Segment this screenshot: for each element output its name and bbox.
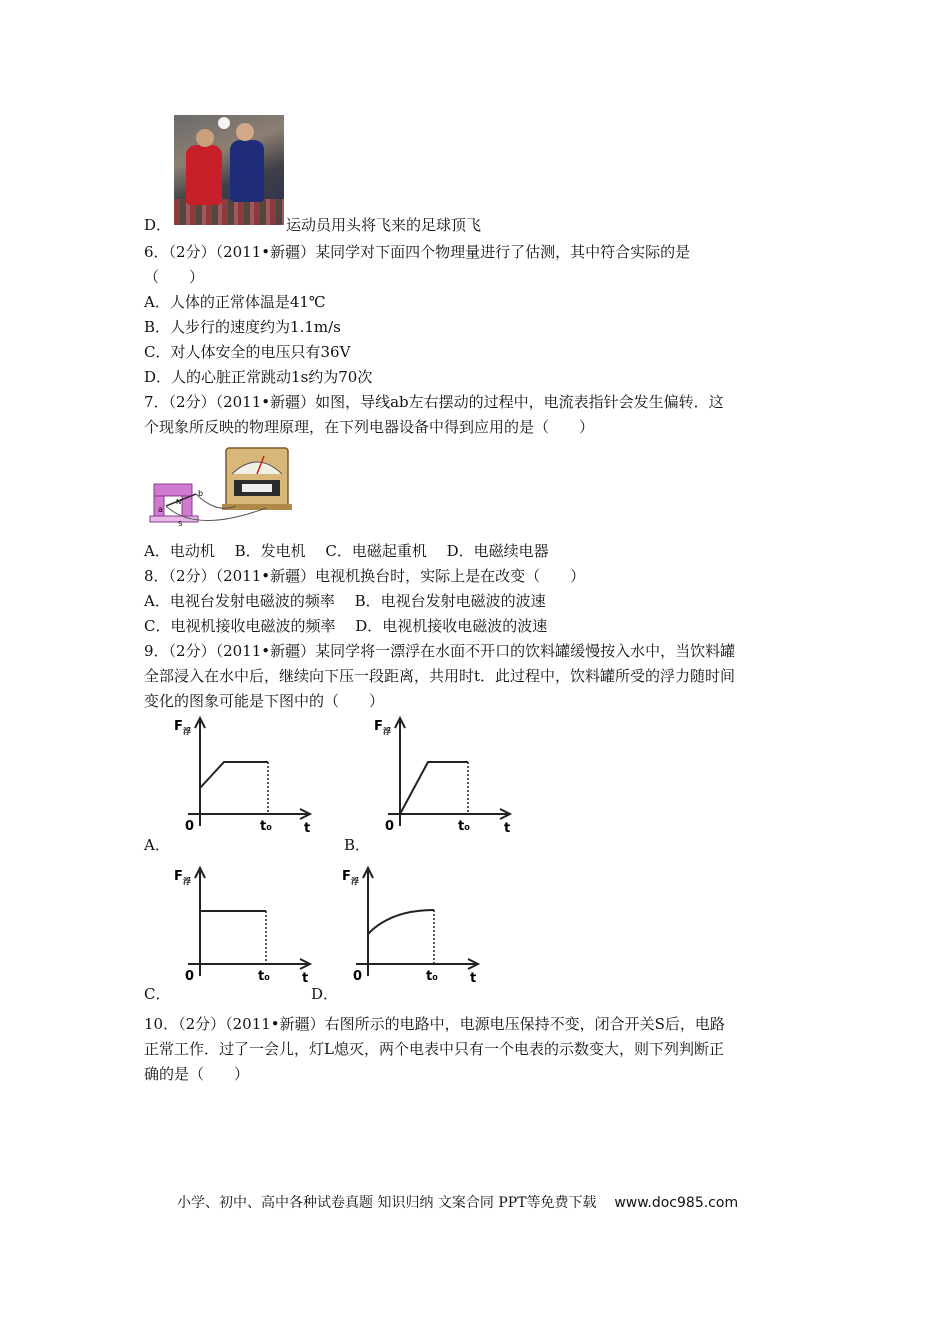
q7-label-a: a: [158, 505, 163, 514]
q7-options: A．电动机 B．发电机 C．电磁起重机 D．电磁续电器: [144, 542, 549, 560]
graph-d-y-label: F: [342, 869, 351, 884]
graph-c-t: t: [302, 971, 309, 986]
q9-option-d-label: D．: [311, 985, 339, 1003]
graph-b-t0: t₀: [458, 819, 470, 834]
q9-option-c-label: C．: [144, 985, 171, 1003]
graph-a-t0: t₀: [260, 819, 272, 834]
q10-stem-line1: 10．（2分）（2011•新疆）右图所示的电路中，电源电压保持不变，闭合开关S后，电路: [144, 1015, 725, 1033]
graph-d-y-sub: 浮: [351, 877, 359, 886]
graph-b-origin: 0: [385, 819, 395, 834]
q5-option-d-label: D．: [144, 216, 172, 234]
soccer-header-photo: [174, 115, 284, 225]
q6-option-a: A．人体的正常体温是41℃: [144, 293, 326, 311]
q9-option-a-label: A．: [144, 836, 170, 854]
graph-a-origin: 0: [185, 819, 195, 834]
graph-b-t: t: [504, 821, 511, 836]
q8-options-row2: C．电视机接收电磁波的频率 D．电视机接收电磁波的波速: [144, 617, 548, 635]
q7-induction-figure: [146, 444, 296, 536]
graph-b-y-sub: 浮: [383, 727, 391, 736]
q6-option-b: B．人步行的速度约为1.1m/s: [144, 318, 341, 336]
graph-d-origin: 0: [353, 969, 363, 984]
q8-stem: 8．（2分）（2011•新疆）电视机换台时，实际上是在改变（ ）: [144, 567, 586, 585]
q8-options-row1: A．电视台发射电磁波的频率 B．电视台发射电磁波的波速: [144, 592, 546, 610]
q6-stem: 6．（2分）（2011•新疆）某同学对下面四个物理量进行了估测，其中符合实际的是: [144, 243, 691, 261]
q5-option-d-text: 运动员用头将飞来的足球顶飞: [286, 216, 482, 234]
q9-option-b-label: B．: [344, 836, 371, 854]
q7-label-b: b: [198, 489, 204, 498]
q6-stem-paren: （ ）: [144, 268, 205, 286]
q7-stem: 7．（2分）（2011•新疆）如图，导线ab左右摆动的过程中，电流表指针会发生偏转．这: [144, 393, 724, 411]
graph-c-t0: t₀: [258, 969, 270, 984]
q9-stem-line3: 变化的图象可能是下图中的（ ）: [144, 692, 385, 710]
graph-c-origin: 0: [185, 969, 195, 984]
q7-label-n: N: [176, 498, 182, 506]
footer-text: 小学、初中、高中各种试卷真题 知识归纳 文案合同 PPT等免费下载: [177, 1195, 597, 1211]
footer-url[interactable]: www.doc985.com: [614, 1195, 739, 1211]
graph-a-y-sub: 浮: [183, 727, 191, 736]
graph-a-y-label: F: [174, 719, 183, 734]
q9-stem-line2: 全部浸入在水中后，继续向下压一段距离，共用时t．此过程中，饮料罐所受的浮力随时间: [144, 667, 736, 685]
graph-a-t: t: [304, 821, 311, 836]
q9-stem-line1: 9．（2分）（2011•新疆）某同学将一漂浮在水面不开口的饮料罐缓慢按入水中，当饮料罐: [144, 642, 736, 660]
graph-c-y-sub: 浮: [183, 877, 191, 886]
q9-graph-d: [336, 864, 486, 988]
graph-b-y-label: F: [374, 719, 383, 734]
q9-graph-b: [368, 714, 518, 838]
graph-d-t: t: [470, 971, 477, 986]
page-footer: [177, 1192, 738, 1212]
q9-graph-a: [168, 714, 318, 838]
q9-graph-c: [168, 864, 318, 988]
q6-option-d: D．人的心脏正常跳动1s约为70次: [144, 368, 373, 386]
graph-d-t0: t₀: [426, 969, 438, 984]
graph-c-y-label: F: [174, 869, 183, 884]
q10-stem-line3: 确的是（ ）: [144, 1065, 250, 1083]
q10-stem-line2: 正常工作．过了一会儿，灯L熄灭，两个电表中只有一个电表的示数变大，则下列判断正: [144, 1040, 724, 1058]
q7-stem-line2: 个现象所反映的物理原理，在下列电器设备中得到应用的是（ ）: [144, 418, 595, 436]
q7-label-s: S: [178, 520, 183, 528]
q6-option-c: C．对人体安全的电压只有36V: [144, 343, 351, 361]
